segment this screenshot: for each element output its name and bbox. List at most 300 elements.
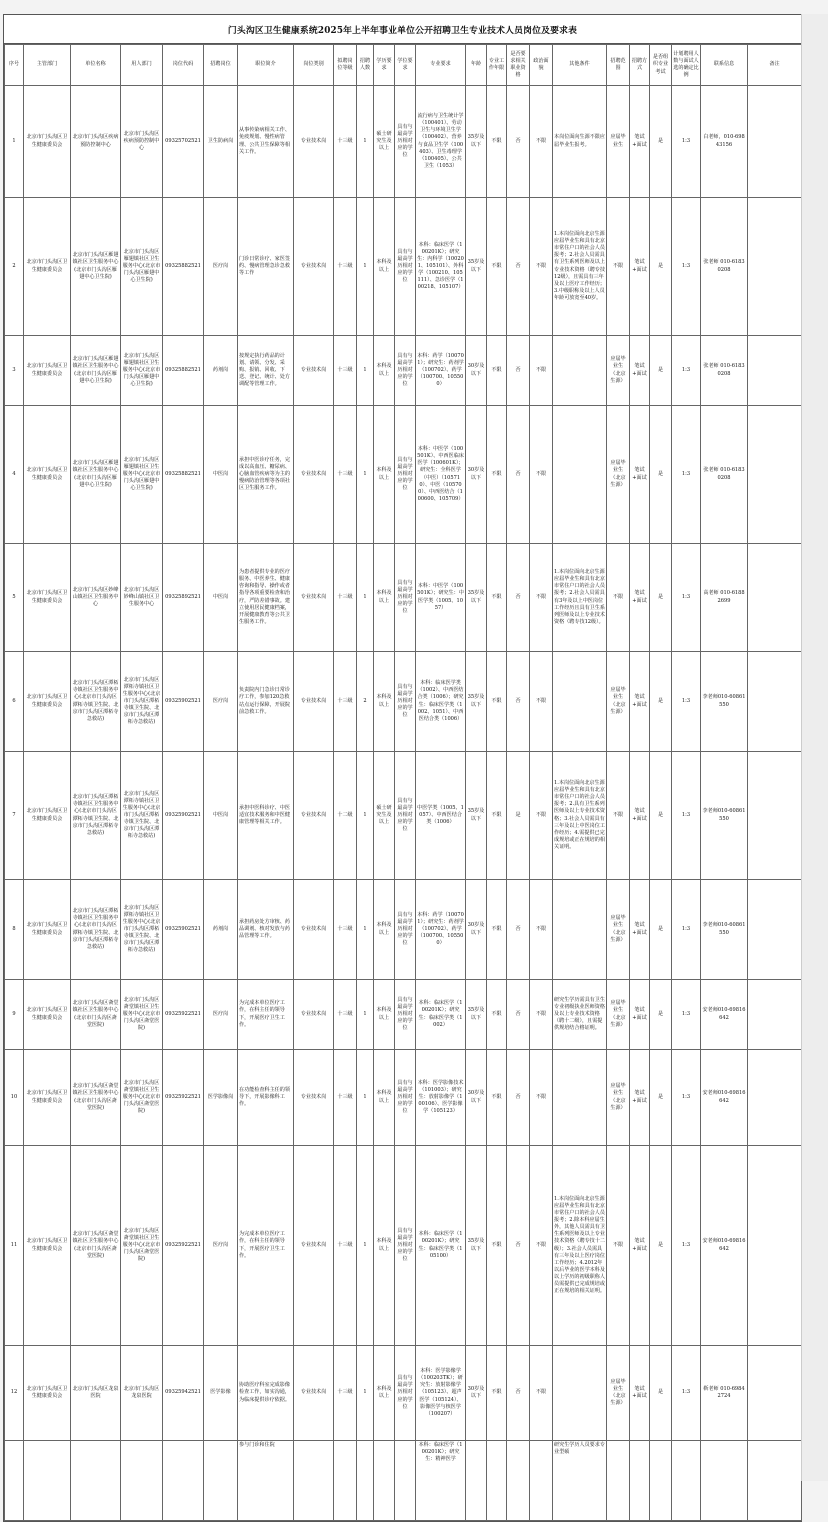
cell-cert: 否: [507, 1050, 530, 1146]
cell-scope: 应届毕业生（北京生源）: [607, 652, 630, 752]
cell-other: 研究生学历人员要求专业型硕: [553, 1441, 607, 1521]
cell-no: 7: [5, 752, 24, 880]
cell-post: 医疗岗: [204, 652, 238, 752]
cell-pol: 不限: [530, 980, 553, 1050]
cell-scope: 应届毕业生（北京生源）: [607, 1346, 630, 1441]
cell-unit: 北京市门头沟区斋堂镇社区卫生服务中心(北京市门头沟区斋堂医院): [71, 980, 121, 1050]
cell-age: 30岁及以下: [466, 406, 487, 544]
positions-table: [4, 44, 802, 1521]
cell-exam: 是: [650, 406, 672, 544]
header-cell: 年龄: [466, 45, 487, 86]
cell-post: 中医岗: [204, 406, 238, 544]
cell-scope: 不限: [607, 1146, 630, 1346]
table-title: 门头沟区卫生健康系统2025年上半年事业单位公开招聘卫生专业技术人员岗位及要求表: [4, 15, 801, 44]
table-row: [5, 544, 802, 652]
cell-code: 09325922521: [163, 1146, 204, 1346]
header-cell: 是否组织专业考试: [650, 45, 672, 86]
cell-intro: 为完成本单位医疗工作，在科主任的领导下，开展医疗卫生工作。: [238, 980, 294, 1050]
cell-cat: 专业技术岗: [294, 1346, 334, 1441]
cell-level: 十三级: [334, 544, 357, 652]
cell-age: 35岁及以下: [466, 544, 487, 652]
cell-contact: 张老师 010-61830208: [701, 198, 748, 336]
cell-level: 十三级: [334, 336, 357, 406]
cell-intro: 门诊日常诊疗、家医签约、慢病管理急诊急救等工作: [238, 198, 294, 336]
cell-years: 不限: [487, 980, 507, 1050]
cell-remark: [748, 336, 802, 406]
header-cell: 岗位类别: [294, 45, 334, 86]
cell-degree: 具有与最高学历相对应的学位: [395, 752, 416, 880]
cell-other: 研究生学历需具有卫生专业初级执业医师资格及以上专业技术资格（聘十二级），且需提供规培结合格证明。: [553, 980, 607, 1050]
cell-cert: 否: [507, 652, 530, 752]
cell-years: 不限: [487, 1050, 507, 1146]
cell-dept: 北京市门头沟区卫生健康委员会: [24, 652, 71, 752]
table-row: [5, 1050, 802, 1146]
cell-cert: 否: [507, 198, 530, 336]
cell-major: 本科：医学影像学（100203TK）；研究生：放射影像学（105123）、超声医学（105124）、影像医学与核医学（100207）: [416, 1346, 466, 1441]
cell-ratio: 1:3: [672, 880, 701, 980]
header-cell: 计划聘用人数与面试人选的确定比例: [672, 45, 701, 86]
cell-remark: [748, 198, 802, 336]
cell-years: 不限: [487, 86, 507, 198]
header-cell: 专业要求: [416, 45, 466, 86]
cell-cert: 是: [507, 752, 530, 880]
cell-contact: 李老师010-60861550: [701, 652, 748, 752]
cell-num: 1: [357, 198, 374, 336]
cell-age: 35岁及以下: [466, 752, 487, 880]
cell-dept: 北京市门头沟区卫生健康委员会: [24, 880, 71, 980]
cell-method: 笔试+面试: [630, 1346, 650, 1441]
cell-remark: [748, 652, 802, 752]
cell-degree: 具有与最高学历相对应的学位: [395, 1050, 416, 1146]
cell-other: 1.本岗位面向北京生源应届毕业生和具有北京市常住户口的社会人员报考；2.社会人员需具有卫生系列医师及以上专业技术资格（聘专技12级），且需具有三年及以上医疗工作经历；3.中级职称及以上人员年龄可放宽至40岁。: [553, 198, 607, 336]
header-row: [5, 45, 802, 86]
cell-other: 1.本岗位面向北京生源应届毕业生和具有北京市常住户口的社会人员报考；2.具有卫生系列医师及以上专业技术资格；3.社会人员需具有三年及以上中医岗位工作经历；4.需提供已完成规培或正在规培的相关证明。: [553, 752, 607, 880]
cell-ratio: 1:3: [672, 980, 701, 1050]
cell-code: 09325922521: [163, 980, 204, 1050]
cell-exam: 是: [650, 980, 672, 1050]
table-row: [5, 86, 802, 198]
cell-post: 中医岗: [204, 544, 238, 652]
cell-scope: 应届毕业生（北京生源）: [607, 336, 630, 406]
cell-post: 医疗岗: [204, 198, 238, 336]
cell-user: 北京市门头沟区潭柘寺镇社区卫生服务中心(北京市门头沟区潭柘寺镇卫生院、北京市门头沟区潭柘寺急救站): [121, 752, 163, 880]
cell-major: 本科：临床医学（100201K）；研究生：精神医学: [416, 1441, 466, 1521]
cell-num: 1: [357, 406, 374, 544]
cell-pol: 不限: [530, 336, 553, 406]
cell-degree: 具有与最高学历相对应的学位: [395, 336, 416, 406]
cell-user: 北京市门头沟区斋堂镇社区卫生服务中心(北京市门头沟区斋堂医院): [121, 1050, 163, 1146]
cell-dept: 北京市门头沟区卫生健康委员会: [24, 752, 71, 880]
cell-ratio: 1:3: [672, 1146, 701, 1346]
cell-scope: 应届毕业生（北京生源）: [607, 880, 630, 980]
cell-other: [553, 1346, 607, 1441]
cell-code: 09325902521: [163, 880, 204, 980]
cell-unit: 北京市门头沟区潭柘寺镇社区卫生服务中心(北京市门头沟区潭柘寺镇卫生院、北京市门头沟区潭柘寺急救站): [71, 652, 121, 752]
cell-method: 笔试+面试: [630, 336, 650, 406]
cell-cat: 专业技术岗: [294, 752, 334, 880]
cell-exam: 是: [650, 1346, 672, 1441]
cell-years: 不限: [487, 336, 507, 406]
cell-contact: 靳老师 010-69842724: [701, 1346, 748, 1441]
cell-code: 09325892521: [163, 544, 204, 652]
cell-cert: 否: [507, 980, 530, 1050]
cell-exam: 是: [650, 880, 672, 980]
cell-method: 笔试+面试: [630, 752, 650, 880]
cell-ratio: 1:3: [672, 198, 701, 336]
table-row: [5, 880, 802, 980]
cell-edu: 本科及以上: [374, 406, 395, 544]
cell-intro: 参与门诊和住院: [238, 1441, 294, 1521]
table-row: [5, 1146, 802, 1346]
cell-contact: 李老师010-60861550: [701, 880, 748, 980]
cell-num: 1: [357, 86, 374, 198]
cell-scope: 不限: [607, 544, 630, 652]
cell-unit: 北京市门头沟区潭柘寺镇社区卫生服务中心(北京市门头沟区潭柘寺镇卫生院、北京市门头沟区潭柘寺急救站): [71, 880, 121, 980]
cell-edu: 本科及以上: [374, 652, 395, 752]
cell-unit: 北京市门头沟区雁翅镇社区卫生服务中心(北京市门头沟区雁翅中心卫生院): [71, 406, 121, 544]
cell-pol: 不限: [530, 752, 553, 880]
cell-level: 十三级: [334, 880, 357, 980]
cell-cat: 专业技术岗: [294, 980, 334, 1050]
cell-no: 2: [5, 198, 24, 336]
cell-dept: 北京市门头沟区卫生健康委员会: [24, 1146, 71, 1346]
cell-other: 本岗位面向生源不限应届毕业生报考。: [553, 86, 607, 198]
cell-user: 北京市门头沟区雁翅镇社区卫生服务中心(北京市门头沟区雁翅中心卫生院): [121, 336, 163, 406]
cell-remark: [748, 544, 802, 652]
cell-contact: 张老师 010-61830208: [701, 336, 748, 406]
cell-cert: 否: [507, 544, 530, 652]
cell-level: 十三级: [334, 980, 357, 1050]
cell-no: 4: [5, 406, 24, 544]
header-cell: 其他条件: [553, 45, 607, 86]
cell-age: 30岁及以下: [466, 1346, 487, 1441]
cell-remark: [748, 1346, 802, 1441]
cell-degree: 具有与最高学历相对应的学位: [395, 544, 416, 652]
cell-post: 药剂岗: [204, 336, 238, 406]
header-cell: 用人部门: [121, 45, 163, 86]
cell-edu: 硕士研究生及以上: [374, 86, 395, 198]
cell-dept: 北京市门头沟区卫生健康委员会: [24, 980, 71, 1050]
cell-age: 35岁及以下: [466, 652, 487, 752]
cell-ratio: 1:3: [672, 336, 701, 406]
cell-degree: 具有与最高学历相对应的学位: [395, 1146, 416, 1346]
cell-level: 十三级: [334, 1146, 357, 1346]
cell-major: 本科：中医学（100501K）；研究生：中医学类（1005、1057）: [416, 544, 466, 652]
cell-remark: [748, 86, 802, 198]
cell-scope: 应届毕业生（北京生源）: [607, 980, 630, 1050]
cell-remark: [748, 752, 802, 880]
cell-code: 09325882521: [163, 198, 204, 336]
header-cell: 招聘范围: [607, 45, 630, 86]
cell-age: 35岁及以下: [466, 86, 487, 198]
cell-num: 2: [357, 652, 374, 752]
header-cell: 职位简介: [238, 45, 294, 86]
cell-cat: 专业技术岗: [294, 1146, 334, 1346]
cell-intro: 承担中医科诊疗、中医适宜技术服务和中医健康管理等相关工作。: [238, 752, 294, 880]
cell-contact: 安老师010-69816642: [701, 1146, 748, 1346]
cell-degree: 具有与最高学历相对应的学位: [395, 198, 416, 336]
cell-cert: 否: [507, 1346, 530, 1441]
cell-cert: 否: [507, 880, 530, 980]
cell-intro: 负责院内门急诊日常诊疗工作，参加120急救站点运行保障，开展院前急救工作。: [238, 652, 294, 752]
table-row: [5, 406, 802, 544]
cell-post: 医疗岗: [204, 1146, 238, 1346]
cell-major: 本科：药学（100701）；研究生：药剂学（100702）、药学（100700、105500）: [416, 880, 466, 980]
cell-user: 北京市门头沟区疾病预防控制中心: [121, 86, 163, 198]
cell-intro: 在功能检查科主任的领导下，开展影像科工作。: [238, 1050, 294, 1146]
header-cell: 序号: [5, 45, 24, 86]
cell-unit: 北京市门头沟区疾病预防控制中心: [71, 86, 121, 198]
cell-scope: 不限: [607, 752, 630, 880]
cell-no: 8: [5, 880, 24, 980]
cell-level: 十三级: [334, 198, 357, 336]
cell-user: 北京市门头沟区潭柘寺镇社区卫生服务中心(北京市门头沟区潭柘寺镇卫生院、北京市门头沟区潭柘寺急救站): [121, 880, 163, 980]
cell-remark: [748, 1146, 802, 1346]
cell-num: 1: [357, 980, 374, 1050]
cell-user: 北京市门头沟区斋堂镇社区卫生服务中心(北京市门头沟区斋堂医院): [121, 980, 163, 1050]
cell-major: 中医学类（1005、1057）、中西医结合类（1006）: [416, 752, 466, 880]
cell-ratio: 1:3: [672, 752, 701, 880]
cell-years: 不限: [487, 1346, 507, 1441]
cell-dept: 北京市门头沟区卫生健康委员会: [24, 198, 71, 336]
cell-age: 35岁及以下: [466, 198, 487, 336]
cell-no: 6: [5, 652, 24, 752]
cell-method: 笔试+面试: [630, 198, 650, 336]
cell-remark: [748, 406, 802, 544]
cell-code: 09325702521: [163, 86, 204, 198]
cell-level: 十三级: [334, 1050, 357, 1146]
cell-cert: 否: [507, 1146, 530, 1346]
header-cell: 主管部门: [24, 45, 71, 86]
cell-degree: 具有与最高学历相对应的学位: [395, 880, 416, 980]
cell-num: 1: [357, 544, 374, 652]
cell-scope: 应届毕业生（北京生源）: [607, 1050, 630, 1146]
cell-intro: 承担药房处方审核、药品调剂、核对发放与药品管理等工作。: [238, 880, 294, 980]
cell-other: [553, 652, 607, 752]
cell-pol: 不限: [530, 1146, 553, 1346]
cell-level: 十三级: [334, 1346, 357, 1441]
cell-dept: 北京市门头沟区卫生健康委员会: [24, 1050, 71, 1146]
cell-other: 1.本岗位面向北京生源应届毕业生和具有北京市常住户口的社会人员报考；2.社会人员需具有3年及以上中医岗位工作经历且具有卫生系列医师及以上专业技术资格（聘专技12级）。: [553, 544, 607, 652]
cell-level: 十三级: [334, 652, 357, 752]
cell-edu: 本科及以上: [374, 544, 395, 652]
cell-user: 北京市门头沟区斋堂镇社区卫生服务中心(北京市门头沟区斋堂医院): [121, 1146, 163, 1346]
cell-years: 不限: [487, 880, 507, 980]
cell-pol: 不限: [530, 544, 553, 652]
cell-cat: 专业技术岗: [294, 544, 334, 652]
cell-unit: 北京市门头沟区斋堂镇社区卫生服务中心(北京市门头沟区斋堂医院): [71, 1050, 121, 1146]
cell-cat: 专业技术岗: [294, 652, 334, 752]
cell-age: 30岁及以下: [466, 880, 487, 980]
cell-years: 不限: [487, 406, 507, 544]
cell-post: 卫生防病岗: [204, 86, 238, 198]
cell-code: 09325882521: [163, 336, 204, 406]
cell-post: 药剂岗: [204, 880, 238, 980]
cell-unit: 北京市门头沟区潭柘寺镇社区卫生服务中心(北京市门头沟区潭柘寺镇卫生院、北京市门头沟区潭柘寺急救站): [71, 752, 121, 880]
cell-exam: 是: [650, 198, 672, 336]
cell-post: 医学影像岗: [204, 1050, 238, 1146]
cell-major: 本科：医学影像技术（101003）；研究生：放射影像学（100106）、医学影像学（105123）: [416, 1050, 466, 1146]
cell-years: 不限: [487, 544, 507, 652]
cell-no: 11: [5, 1146, 24, 1346]
table-row: [5, 652, 802, 752]
cell-unit: 北京市门头沟区龙泉医院: [71, 1346, 121, 1441]
table-row: [5, 752, 802, 880]
cell-method: 笔试+面试: [630, 1146, 650, 1346]
cell-unit: 北京市门头沟区雁翅镇社区卫生服务中心(北京市门头沟区雁翅中心卫生院): [71, 336, 121, 406]
cell-ratio: 1:3: [672, 86, 701, 198]
cell-major: 本科：临床医学（100201K）；研究生：内科学（100201、105101）、外科学（100210、105111）、急诊医学（100218、105107）: [416, 198, 466, 336]
cell-no: 5: [5, 544, 24, 652]
cell-user: 北京市门头沟区龙泉医院: [121, 1346, 163, 1441]
cell-cat: 专业技术岗: [294, 336, 334, 406]
cell-code: 09325902521: [163, 752, 204, 880]
cell-cert: 否: [507, 406, 530, 544]
cell-years: 不限: [487, 1146, 507, 1346]
cell-contact: 张老师 010-61830208: [701, 406, 748, 544]
cell-degree: 具有与最高学历相对应的学位: [395, 980, 416, 1050]
cell-other: 1.本岗位面向北京生源应届毕业生和具有北京市常住户口的社会人员报考；2.除本科应届生外，其他人员需具有卫生系列医师及以上专业技术资格（聘专技十二级）；3.社会人员需具有三年及以上医疗岗位工作经历；4.2012年以后毕业的医学本科及以上学历的初级职称人员需提供已完成规培或正在规培的相关证明。: [553, 1146, 607, 1346]
cell-cert: 否: [507, 336, 530, 406]
cell-other: [553, 406, 607, 544]
cell-unit: 北京市门头沟区斋堂镇社区卫生服务中心(北京市门头沟区斋堂医院): [71, 1146, 121, 1346]
cell-num: 1: [357, 1346, 374, 1441]
table-row: [5, 1346, 802, 1441]
cell-dept: 北京市门头沟区卫生健康委员会: [24, 336, 71, 406]
cell-num: 1: [357, 880, 374, 980]
cell-code: 09325902521: [163, 652, 204, 752]
cell-exam: 是: [650, 1050, 672, 1146]
cell-years: 不限: [487, 752, 507, 880]
header-cell: 招聘岗位: [204, 45, 238, 86]
cell-contact: 安老师010-69816642: [701, 980, 748, 1050]
cell-no: 10: [5, 1050, 24, 1146]
cell-contact: 李老师010-60861550: [701, 752, 748, 880]
cell-exam: 是: [650, 752, 672, 880]
cell-dept: 北京市门头沟区卫生健康委员会: [24, 544, 71, 652]
cell-age: 30岁及以下: [466, 336, 487, 406]
header-cell: 备注: [748, 45, 802, 86]
cell-degree: 具有与最高学历相对应的学位: [395, 86, 416, 198]
cell-method: 笔试+面试: [630, 406, 650, 544]
cell-remark: [748, 880, 802, 980]
table-row: [5, 198, 802, 336]
cell-years: 不限: [487, 652, 507, 752]
cell-method: 笔试+面试: [630, 1050, 650, 1146]
cell-major: 本科：临床医学类（1002）、中西医结合类（1006）；研究生：临床医学类（1002、1051）、中西医结合类（1006）: [416, 652, 466, 752]
cell-pol: 不限: [530, 1346, 553, 1441]
cell-dept: 北京市门头沟区卫生健康委员会: [24, 86, 71, 198]
header-cell: 招聘方式: [630, 45, 650, 86]
cell-no: 1: [5, 86, 24, 198]
cell-post: 医学影像: [204, 1346, 238, 1441]
cell-dept: 北京市门头沟区卫生健康委员会: [24, 406, 71, 544]
cell-pol: 不限: [530, 406, 553, 544]
cell-intro: 从事传染病相关工作、免疫规划、慢性病管理、公共卫生保障等相关工作。: [238, 86, 294, 198]
cell-pol: 不限: [530, 86, 553, 198]
cell-num: 1: [357, 1146, 374, 1346]
cell-edu: 本科及以上: [374, 880, 395, 980]
cell-dept: 北京市门头沟区卫生健康委员会: [24, 1346, 71, 1441]
cell-age: 35岁及以下: [466, 1146, 487, 1346]
spreadsheet-page: [3, 14, 802, 1522]
cell-exam: 是: [650, 652, 672, 752]
cell-ratio: 1:3: [672, 1050, 701, 1146]
cell-intro: 为患者提供专业的医疗服务、中医养生、健康咨询和指导、操作或者指导各项重要检查和治疗，严防差错事故。建立使用居民健康档案，开展健康教育等公共卫生服务工作。: [238, 544, 294, 652]
cell-method: 笔试+面试: [630, 880, 650, 980]
cell-contact: 白老师，010-69843156: [701, 86, 748, 198]
cell-degree: 具有与最高学历相对应的学位: [395, 1346, 416, 1441]
table-row: [5, 336, 802, 406]
cell-cat: 专业技术岗: [294, 86, 334, 198]
cell-intro: 按规定执行药品的计划、请领、分发、采购、报销、回收、下送、登记、统计、处方调配等管理工作。: [238, 336, 294, 406]
cell-edu: 本科及以上: [374, 980, 395, 1050]
header-cell: 拟聘岗位等级: [334, 45, 357, 86]
header-cell: 单位名称: [71, 45, 121, 86]
cell-no: 12: [5, 1346, 24, 1441]
cell-cat: 专业技术岗: [294, 406, 334, 544]
cell-edu: 本科及以上: [374, 336, 395, 406]
cell-num: 1: [357, 1050, 374, 1146]
cell-num: 1: [357, 752, 374, 880]
cell-exam: 是: [650, 1146, 672, 1346]
table-row: [5, 980, 802, 1050]
cell-user: 北京市门头沟区雁翅镇社区卫生服务中心(北京市门头沟区雁翅中心卫生院): [121, 406, 163, 544]
cell-level: 十三级: [334, 86, 357, 198]
cell-degree: 具有与最高学历相对应的学位: [395, 652, 416, 752]
scroll-edge: [801, 14, 828, 1481]
header-cell: 政治面貌: [530, 45, 553, 86]
cell-scope: 不限: [607, 198, 630, 336]
cell-cert: 否: [507, 86, 530, 198]
header-cell: 是否要求相关职业资格: [507, 45, 530, 86]
cell-pol: 不限: [530, 1050, 553, 1146]
cell-ratio: 1:3: [672, 652, 701, 752]
cell-user: 北京市门头沟区雁翅镇社区卫生服务中心(北京市门头沟区雁翅中心卫生院): [121, 198, 163, 336]
cell-no: 9: [5, 980, 24, 1050]
cell-post: 中医岗: [204, 752, 238, 880]
header-cell: 学历要求: [374, 45, 395, 86]
cell-cat: 专业技术岗: [294, 1050, 334, 1146]
cell-ratio: 1:3: [672, 406, 701, 544]
cell-age: 35岁及以下: [466, 980, 487, 1050]
header-cell: 联系信息: [701, 45, 748, 86]
header-cell: 学位要求: [395, 45, 416, 86]
cell-intro: 协助医疗科室完成影像检查工作，如实沟通，为临床提供诊疗依据。: [238, 1346, 294, 1441]
cell-edu: 本科及以上: [374, 1146, 395, 1346]
cell-major: 本科：中医学（100501K）、中西医临床医学（100601K）；研究生：全科医学（中医）（105710）、中医（105700）、中西医结合（100600、105709）: [416, 406, 466, 544]
cell-edu: 本科及以上: [374, 1050, 395, 1146]
cell-user: 北京市门头沟区妙峰山镇社区卫生服务中心: [121, 544, 163, 652]
cell-ratio: 1:3: [672, 1346, 701, 1441]
cell-level: 十二级: [334, 752, 357, 880]
cell-edu: 本科及以上: [374, 198, 395, 336]
header-cell: 招聘人数: [357, 45, 374, 86]
cell-major: 本科：药学（100701）；研究生：药剂学（100702）、药学（100700、105500）: [416, 336, 466, 406]
cell-contact: 高老师 010-61882699: [701, 544, 748, 652]
cell-pol: 不限: [530, 652, 553, 752]
cell-method: 笔试+面试: [630, 544, 650, 652]
cell-method: 笔试+面试: [630, 86, 650, 198]
cell-pol: 不限: [530, 198, 553, 336]
cell-ratio: 1:3: [672, 544, 701, 652]
cell-intro: 为完成本单位医疗工作，在科主任的领导下，开展医疗卫生工作。: [238, 1146, 294, 1346]
cell-exam: 是: [650, 86, 672, 198]
cell-method: 笔试+面试: [630, 652, 650, 752]
cell-contact: 安老师010-69816642: [701, 1050, 748, 1146]
cell-remark: [748, 980, 802, 1050]
cell-code: 09325942521: [163, 1346, 204, 1441]
